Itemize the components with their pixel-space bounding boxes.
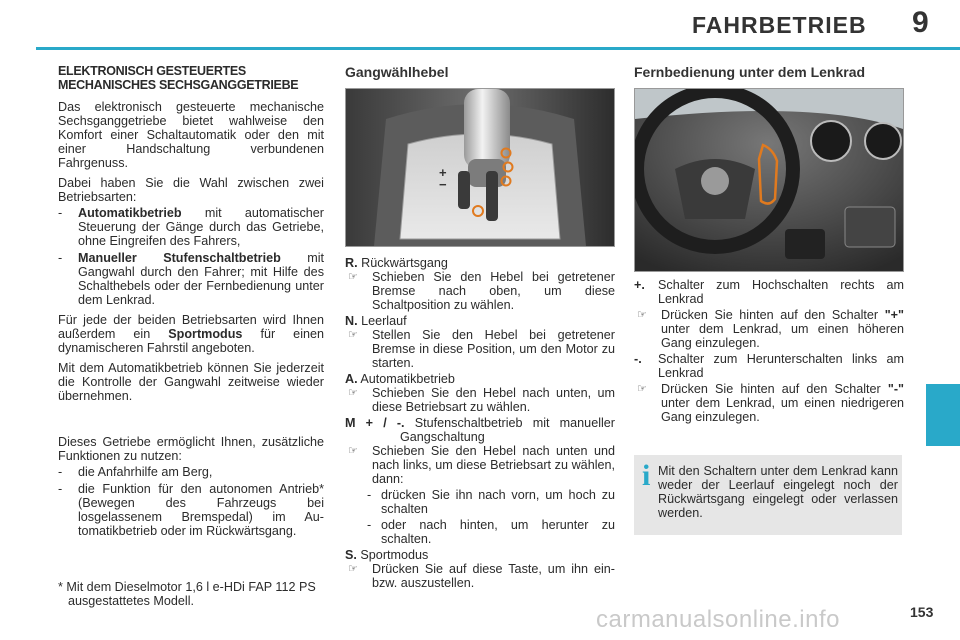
def-key: R. <box>345 256 358 270</box>
functions-intro: Dieses Getriebe ermöglicht Ihnen, zusätzliche Funktionen zu nutzen: <box>58 435 324 463</box>
list-dash: - <box>58 206 63 220</box>
gear-lever-title: Gangwählhebel <box>345 64 449 80</box>
section-title-line1: ELEKTRONISCH GESTEUERTES <box>58 64 246 78</box>
control-paragraph: Mit dem Automatikbetrieb können Sie jederzeit die Kontrolle der Gangwahl zeitweise wieder übernehmen. <box>58 361 324 403</box>
switch-item <box>634 278 904 306</box>
instruction <box>345 270 615 312</box>
sub-item <box>345 488 615 516</box>
list-dash: - <box>58 482 63 496</box>
middle-column <box>345 256 615 592</box>
hand-pointer-icon: ☞ <box>348 329 358 341</box>
def-term <box>345 256 615 270</box>
instruction-text: Schieben Sie den Hebel nach unten, um diese Betriebsart zu wählen. <box>372 386 615 414</box>
instruction <box>345 328 615 370</box>
chapter-tab <box>926 384 960 446</box>
sub-dash: - <box>367 518 372 532</box>
right-column <box>634 278 904 426</box>
modes-intro: Dabei haben Sie die Wahl zwischen zwei Betriebsarten: <box>58 176 324 204</box>
minus-marker: − <box>439 177 447 192</box>
info-icon: i <box>642 459 651 492</box>
footnote-text: * Mit dem Dieselmotor 1,6 l e-HDi FAP 112 PS ausgestattetes Modell. <box>58 580 316 608</box>
hand-pointer-icon: ☞ <box>348 387 358 399</box>
def-term <box>345 372 615 386</box>
def-label: Leerlauf <box>357 314 407 328</box>
mode-desc: mit Gangwahl durch den Fahrer; mit Hilfe des Schalthebels oder der Fernbedienung unter dem Lenkrad. <box>78 251 324 307</box>
remote-control-title: Fernbedienung unter dem Lenkrad <box>634 64 866 80</box>
function-text: die Anfahrhilfe am Berg, <box>78 465 213 479</box>
function-text: die Funktion für den autonomen Antrieb* (Bewegen des Fahrzeugs bei losgelassenem Bremspedal) im Automatikbetrieb oder im Rückwärtsgang. <box>78 482 324 538</box>
switch-text: Schalter zum Hochschalten rechts am Lenkrad <box>658 278 904 306</box>
hand-pointer-icon: ☞ <box>348 563 358 575</box>
section-title-line2: MECHANISCHES SECHSGANGGETRIEBE <box>58 78 299 92</box>
steering-wheel-illustration <box>635 89 903 271</box>
watermark: carmanualsonline.info <box>596 606 840 633</box>
instruction <box>634 382 904 424</box>
list-dash: - <box>58 251 63 265</box>
switch-text: Schalter zum Herunterschalten links am Lenkrad <box>658 352 904 380</box>
info-text: Mit den Schaltern unter dem Lenkrad kann weder der Leerlauf eingelegt noch der Rückwärtsgang eingelegt oder verlassen werden. <box>658 464 898 520</box>
def-label: Automatikbetrieb <box>357 372 455 386</box>
footnote <box>58 580 326 608</box>
text-fragment: Drücken Sie hinten auf den Schalter <box>661 382 888 396</box>
instruction <box>634 308 904 350</box>
button-label: "+" <box>884 308 904 322</box>
list-item <box>58 251 324 307</box>
page-title: FAHRBETRIEB <box>692 12 867 38</box>
def-term <box>345 314 615 328</box>
text-fragment: Drücken Sie hinten auf den Schalter <box>661 308 885 322</box>
switch-item <box>634 352 904 380</box>
instruction-text: Schieben Sie den Hebel bei getretener Bremse nach oben, um diese Schaltposition zu wählen. <box>372 270 615 312</box>
left-column-lower <box>58 435 324 541</box>
list-item <box>58 482 324 538</box>
hand-pointer-icon: ☞ <box>348 271 358 283</box>
hand-pointer-icon: ☞ <box>348 445 358 457</box>
sub-dash: - <box>367 488 372 502</box>
plus-key: +. <box>634 278 645 292</box>
def-key: N. <box>345 314 358 328</box>
def-key: A. <box>345 372 358 386</box>
def-label: Sportmodus <box>356 548 429 562</box>
intro-paragraph: Das elektronisch gesteuerte mechanische Sechsganggetriebe bietet wahlweise den Komfort einer Schaltautomatik oder den mit einer Handschaltung verbundenen Fahrgenuss. <box>58 100 324 170</box>
sub-text: drücken Sie ihn nach vorn, um hoch zu schalten <box>381 488 615 516</box>
instruction-text: Drücken Sie auf diese Taste, um ihn ein- bzw. auszustellen. <box>372 562 615 590</box>
text-fragment: unter dem Lenkrad, um einen niedrigeren Gang einzulegen. <box>661 396 904 424</box>
hand-pointer-icon: ☞ <box>637 383 647 395</box>
list-item <box>58 206 324 248</box>
mode-desc: mit automatischer Steuerung der Gänge durch das Getriebe, ohne Eingreifen des Fahrers, <box>78 206 324 248</box>
hand-pointer-icon: ☞ <box>637 309 647 321</box>
def-term <box>345 416 615 444</box>
text-fragment: für einen dynamischeren Fahrstil angeboten. <box>58 327 325 355</box>
sportmodus-term: Sportmodus <box>168 327 243 341</box>
button-label: "-" <box>887 382 904 396</box>
mode-name: Manueller Stufenschaltbetrieb <box>78 251 281 265</box>
chapter-number: 9 <box>912 6 929 39</box>
instruction-text: Schieben Sie den Hebel nach unten und nach links, um diese Betriebsart zu wählen, dann: <box>372 444 615 486</box>
sub-text: oder nach hinten, um herunter zu schalten. <box>381 518 615 546</box>
list-dash: - <box>58 465 63 479</box>
left-column <box>58 64 324 409</box>
mode-name: Automatikbetrieb <box>78 206 182 220</box>
instruction <box>345 562 615 590</box>
instruction <box>345 444 615 486</box>
def-key: S. <box>345 548 357 562</box>
plus-marker: + <box>439 165 447 180</box>
list-item <box>58 465 324 479</box>
sub-item <box>345 518 615 546</box>
steering-wheel-photo <box>634 88 904 272</box>
def-label: Stufenschaltbetrieb mit manueller Gangschaltung <box>400 416 615 444</box>
header-divider <box>36 47 960 50</box>
page-number: 153 <box>910 604 934 620</box>
gear-lever-photo <box>345 88 615 247</box>
text-fragment: Für jede der beiden Betriebsarten wird Ihnen außerdem ein <box>58 313 324 341</box>
def-label: Rückwärtsgang <box>357 256 448 270</box>
minus-key: -. <box>634 352 642 366</box>
def-term <box>345 548 615 562</box>
instruction-text: Stellen Sie den Hebel bei getretener Bremse in diese Position, um den Motor zu starten. <box>372 328 615 370</box>
def-key: M + / -. <box>345 416 405 430</box>
info-box <box>634 455 902 535</box>
instruction <box>345 386 615 414</box>
gear-lever-illustration <box>346 89 614 246</box>
sport-paragraph <box>58 313 324 355</box>
text-fragment: unter dem Lenkrad, um einen höheren Gang einzulegen. <box>661 322 904 350</box>
